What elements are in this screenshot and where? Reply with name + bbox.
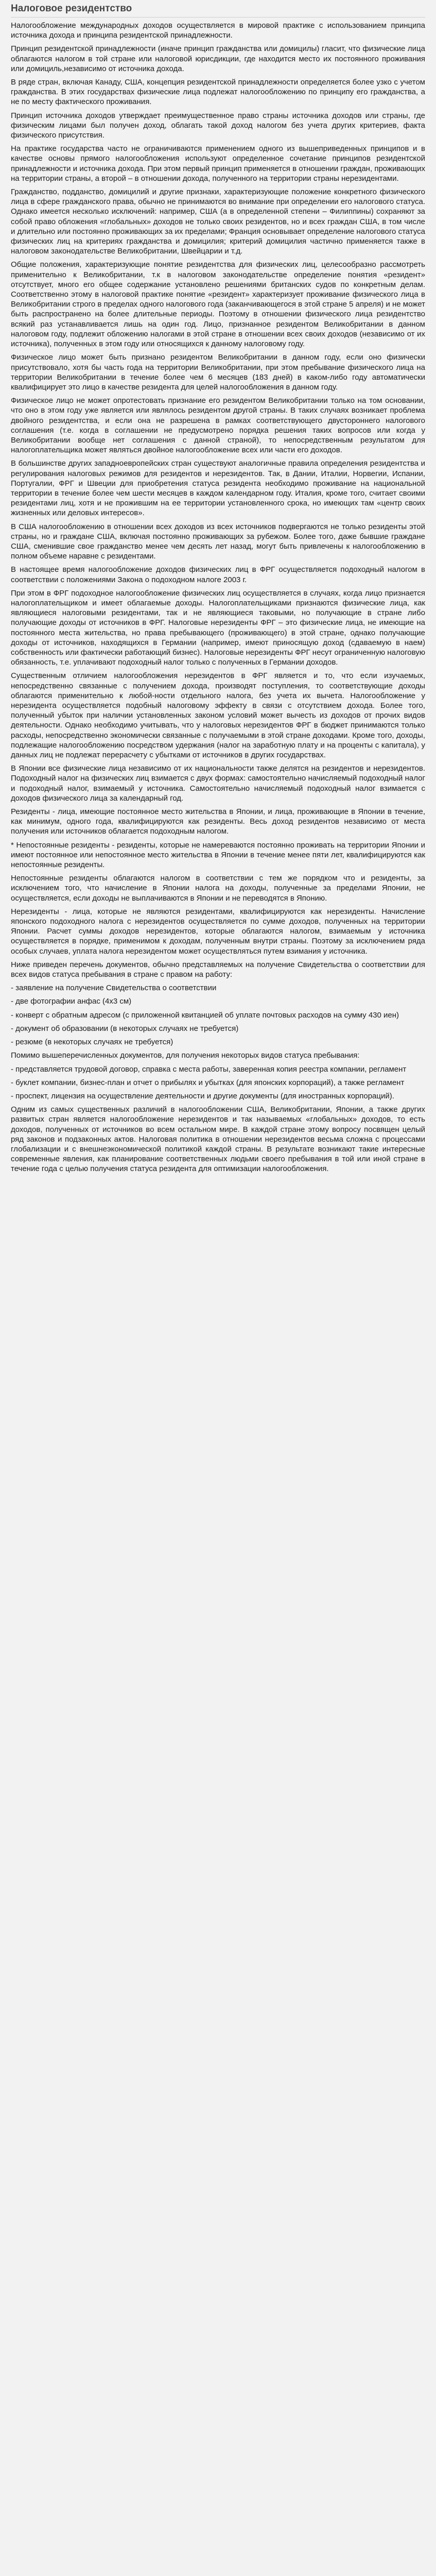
article-paragraph: Ниже приведен перечень документов, обычно представляемых на получение Свидетельства о соответствии для всех видов статуса пребывания в стране с правом на работу: — [11, 960, 425, 979]
article-paragraph: Принцип резидентской принадлежности (иначе принцип гражданства или домицилы) гласит, что физические лица облагаются налогом в той стране или налоговой юрисдикции, где находится место их постоянного проживания или домициль,независимо от источника дохода. — [11, 44, 425, 73]
article-paragraph: - документ об образовании (в некоторых случаях не требуется) — [11, 1024, 239, 1033]
article-paragraph: - конверт с обратным адресом (с приложенной квитанцией об уплате почтовых расходов на сумму 430 иен) — [11, 1010, 399, 1020]
article-paragraph: * Непостоянные резиденты - резиденты, которые не намереваются постоянно проживать на территории Японии и имеют постоянное или непостоянное место жительства в Японии в течение менее пяти лет, квалифицируются как непостоянные резиденты. — [11, 840, 425, 870]
article-paragraph: Существенным отличием налогообложения нерезидентов в ФРГ является и то, что если изучаемых, непосредственно связанные с получением дохода, производят поступления, то соответствующие доходы облагаются применительно к любой-ности отдельного налога, без учета их вычета. Налогообложение у нерезидента осуществляется подобный налоговому эффекту в связи с отсутствием дохода. Более того, полученный убыток при наличии установленных законом условий может вычесть из доходов от прочих видов деятельности. Однако необходимо учитывать, что у налоговых нерезидентов ФРГ в бюджет принимаются только расходы, непосредственно экономически связанные с получаемыми в этой стране доходами. Кроме того, доходы, подлежащие налогообложению посредством удержания (налог на заработную плату и на проценты с капитала), у данных лиц не подлежат перерасчету с убытками от источников в других государствах. — [11, 671, 425, 760]
article-paragraph: В Японии все физические лица независимо от их национальности также делятся на резидентов и нерезидентов. Подоходный налог на физических лиц взимается с двух формах: самостоятельно начисляемый подоходный налог и подоходный налог, взимаемый у источника. Самостоятельно начисляемый подоходный налог взимается с доходов физического лица за календарный год. — [11, 764, 425, 803]
article-paragraph: При этом в ФРГ подоходное налогообложение физических лиц осуществляется в случаях, когда лицо признается налогоплательщиком и имеет облагаемые доходы. Налогоплательщиками признаются физические лица, как являющиеся налоговыми резидентами, так и не являющиеся таковыми, но получающие в стране либо получающие доходы от источников в ФРГ. Налоговые нерезиденты ФРГ – это физические лица, не имеющие на постоянного места жительства, но права пребывающего (проживающего) в этой стране, однако получающие доходы от источников, находящихся в Германии (например, имеют приносящую доход (сдаваемую в наем) собственность или фактически работающий бизнес). Налоговые нерезиденты ФРГ несут ограниченную налоговую обязанность, т.е. уплачивают подоходный налог только с полученных в Германии доходов. — [11, 588, 426, 667]
article-page — [11, 0, 425, 1174]
article-title: Налоговое резидентство — [11, 1, 425, 18]
article-paragraph: В ряде стран, включая Канаду, США, концепция резидентской принадлежности определяется более узко с учетом гражданства. В этих государствах физические лица подлежат налогообложению по принципу его гражданства, а не по месту фактического проживания. — [11, 78, 425, 107]
article-paragraph: Резиденты - лица, имеющие постоянное место жительства в Японии, и лица, проживающие в Японии в течение, как минимум, одного года, квалифицируются как резиденты. Весь доход резидентов независимо от места получения или источников облагается подоходным налогом. — [11, 807, 425, 836]
article-paragraph: - представляется трудовой договор, справка с места работы, заверенная копия реестра компании, регламент — [11, 1064, 407, 1074]
article-body — [11, 21, 425, 1174]
article-paragraph: - резюме (в некоторых случаях не требуется) — [11, 1038, 173, 1047]
article-paragraph: В настоящее время налогообложение доходов физических лиц в ФРГ осуществляется подоходный налогом в соответствии с положениями Закона о подоходном налоге 2003 г. — [11, 565, 425, 584]
article-paragraph: Помимо вышеперечисленных документов, для получения некоторых видов статуса пребывания: — [11, 1051, 360, 1060]
article-paragraph: В США налогообложению в отношении всех доходов из всех источников подвергаются не только резиденты этой страны, но и граждане США, включая постоянно проживающих за рубежом. Более того, даже бывшие граждане США, сменившие свое гражданство менее чем десять лет назад, могут быть привлечены к налогообложению в полном объеме наравне с резидентами. — [11, 522, 425, 561]
article-paragraph: - буклет компании, бизнес-план и отчет о прибылях и убытках (для японских корпораций), а также регламент — [11, 1078, 405, 1087]
article-paragraph: - проспект, лицензия на осуществление деятельности и другие документы (для иностранных корпораций). — [11, 1091, 394, 1100]
article-paragraph: В большинстве других западноевропейских стран существуют аналогичные правила определения резидентства и регулирования налоговых режимов для резидентов и нерезидентов. Так, в Дании, Италии, Норвегии, Испании, Португалии, ФРГ и Швеции для приобретения статуса резидента необходимо проживание на национальной территории в течение более чем шести месяцев в каждом календарном году. Италия, кроме того, считает своими резидентами лиц, хотя и не прожившим на ее территории установленного срока, но имеющих там «центр своих жизненных или деловых интересов». — [11, 459, 425, 518]
article-paragraph: - заявление на получение Свидетельства о соответствии — [11, 984, 217, 993]
article-paragraph: Принцип источника доходов утверждает преимущественное право страны источника доходов или страны, где физическим лицами был получен доход, облагать такой доход налогом без учета других критериев, факта физического присутствия. — [11, 111, 425, 140]
article-paragraph: Налогообложение международных доходов осуществляется в мировой практике с использованием принципа источника дохода и принципа резидентской принадлежности. — [11, 21, 425, 40]
article-paragraph: Физическое лицо может быть признано резидентом Великобритании в данном году, если оно физически присутствовало, хотя бы часть года на территории Великобритании, при этом пребывание физического лица на территории Великобритании в течение более чем 6 месяцев (183 дней) в каком-либо году автоматически квалифицирует это лицо в качестве резидента для целей налогообложения в данном году. — [11, 353, 425, 392]
article-paragraph: Одним из самых существенных различий в налогообложении США, Великобритании, Японии, а также других развитых стран является налогообложение нерезидентов и так называемых «глобальных» доходов, то есть доходов, полученных от источников во всем остальном мире. В каждой стране этому вопросу посвящен целый ряд законов и подзаконных актов. Налоговая политика в отношении нерезидентов весьма сложна с процессами глобализации и с внешнеэкономической политикой каждой страны. В результате возникают такие интересные современные явления, как планирование соответственных людьми своего пребывания в той или иной стране в течение года с целью получения статуса резидента для оптимизации налогообложения. — [11, 1105, 425, 1174]
article-paragraph: Физическое лицо не может опротестовать признание его резидентом Великобритании только на том основании, что оно в этом году уже является или являлось резидентом другой страны. В таких случаях возникает проблема двойного резидентства, и если она не разрешена в рамках соответствующего двустороннего налогового соглашения (т.е. когда в соглашении не предусмотрено порядка решения таких вопросов или когда у Великобритании вообще нет соглашения с данной страной), то непосредственным результатом для налогоплательщика может являться двойное налогообложение всех или части его доходов. — [11, 396, 425, 455]
article-paragraph: Гражданство, подданство, домицилий и другие признаки, характеризующие положение конкретного физического лица в сфере гражданского права, обычно не принимаются во внимание при определении его налогового статуса. Однако имеется несколько исключений: например, США (а в определенной степени – Филиппины) сохраняют за собой право обложения «глобальных» доходов не только своих резидентов, но и всех граждан США, в том числе и длительно или постоянно проживающих за их пределами; Франция основывает определение налогового статуса физических лиц на критериях гражданства и домицилия; критерий домицилия частично применяется также в налоговом законодательстве Великобритании, Швейцарии и т.д. — [11, 188, 425, 256]
article-paragraph: Нерезиденты - лица, которые не являются резидентами, квалифицируются как нерезиденты. Начисление японского подоходного налога с нерезидентов осуществляется по сумме доходов, полученных на территории Японии. Расчет суммы доходов нерезидентов, которые облагаются налогом, взимаемым у источника осуществляется в порядке, применимом к доходам, полученным внутри страны. Поэтому за исключением ряда особых случаев, уплата налога нерезидентом может осуществляться путем взимания у источника. — [11, 907, 425, 956]
article-paragraph: На практике государства часто не ограничиваются применением одного из вышеприведенных принципов и в качестве основы прямого налогообложения используют определенное сочетание принципов резидентской принадлежности и источника дохода. При этом первый принцип применяется в отношении граждан, проживающих на территории страны, а второй – в отношении дохода, полученного на территории страны нерезидентами. — [11, 144, 425, 183]
article-paragraph: Общие положения, характеризующие понятие резидентства для физических лиц, целесообразно рассмотреть применительно к Великобритании, т.к в налоговом законодательстве определение понятия «резидент» отсутствует, много его общее содержание установлено решениями британских судов по конкретным делам. Соответственно этому в налоговой практике понятие «резидент» характеризует проживание физического лица в Великобритании строго в пределах одного налогового года (заканчивающегося в этой стране 5 апреля) и не может быть распространено на более длительные периоды. Поэтому в отношении физического лица резидентство всякий раз устанавливается лишь на один год. Лицо, признанное резидентом Великобритании в данном налоговом году, подлежит обложению налогами в этой стране в отношении всех своих доходов (независимо от их источника), полученных в этом году или относящихся к данному налоговому году. — [11, 260, 425, 349]
article-paragraph: - две фотографии анфас (4х3 см) — [11, 997, 132, 1006]
article-paragraph: Непостоянные резиденты облагаются налогом в соответствии с тем же порядком что и резиденты, за исключением того, что начисление в Японии налога на доходы, полученные за пределами Японии, не осуществляется, если доходы не выплачиваются в Японии и не переводятся в Японию. — [11, 874, 425, 903]
